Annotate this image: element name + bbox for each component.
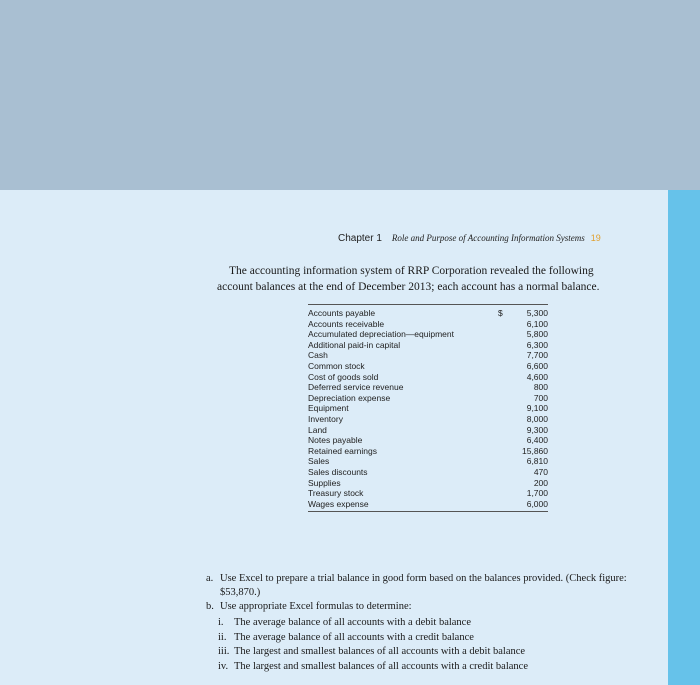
table-row — [308, 456, 548, 467]
table-row — [308, 319, 548, 330]
account-name: Depreciation expense — [308, 392, 391, 403]
item-label: i. — [218, 617, 224, 628]
account-name: Supplies — [308, 477, 341, 488]
account-amount: 200 — [533, 477, 548, 488]
account-amount: 6,400 — [526, 435, 548, 446]
account-name: Retained earnings — [308, 445, 377, 456]
account-name: Equipment — [308, 403, 349, 414]
account-amount: 9,300 — [526, 424, 548, 435]
problem-intro — [217, 263, 637, 295]
table-row — [308, 435, 548, 446]
item-text: The largest and smallest balances of all accounts with a credit balance — [234, 660, 528, 672]
list-item — [206, 660, 646, 675]
account-amount: 6,100 — [526, 318, 548, 329]
account-amount: 5,300 — [526, 308, 548, 318]
background-top-band — [0, 0, 700, 190]
item-text: The average balance of all accounts with a credit balance — [234, 631, 474, 643]
account-name: Common stock — [308, 360, 365, 371]
table-row — [308, 446, 548, 457]
item-label: iii. — [218, 646, 230, 658]
table-row — [308, 382, 548, 393]
question-a — [206, 572, 646, 600]
problem-questions — [206, 572, 646, 674]
table-row — [308, 372, 548, 383]
account-name: Sales — [308, 456, 330, 467]
list-item — [206, 616, 646, 631]
question-text: Use Excel to prepare a trial balance in good form based on the balances provided. (Check figure: $53,870.) — [220, 573, 627, 598]
account-amount: 8,000 — [526, 413, 548, 424]
account-amount: 800 — [533, 382, 548, 393]
table-row — [308, 361, 548, 372]
question-text: Use appropriate Excel formulas to determine: — [220, 601, 412, 612]
table-row — [308, 488, 548, 499]
account-amount: 6,810 — [526, 456, 548, 467]
item-label: iv. — [218, 660, 229, 672]
intro-line-2: account balances at the end of December 2013; each account has a normal balance. — [217, 281, 600, 293]
table-row — [308, 329, 548, 340]
account-amount: 9,100 — [526, 403, 548, 414]
account-amount: 470 — [533, 466, 548, 477]
account-name: Sales discounts — [308, 466, 368, 477]
account-balances-table — [308, 304, 548, 512]
account-name: Inventory — [308, 413, 343, 424]
list-item — [206, 631, 646, 646]
account-amount: 7,700 — [526, 350, 548, 361]
account-amount: 4,600 — [526, 371, 548, 382]
page-edge-bar — [668, 190, 700, 685]
question-label: b. — [206, 601, 214, 612]
chapter-label: Chapter 1 — [338, 233, 382, 244]
currency-symbol: $ — [498, 308, 503, 318]
table-row — [308, 467, 548, 478]
chapter-title: Role and Purpose of Accounting Information Systems — [391, 233, 585, 243]
account-name: Cost of goods sold — [308, 371, 379, 382]
account-amount: 15,860 — [522, 445, 548, 456]
account-name: Accumulated depreciation—equipment — [308, 329, 455, 340]
account-name: Cash — [308, 350, 328, 361]
account-amount: 5,800 — [526, 329, 548, 340]
account-amount: 6,300 — [526, 339, 548, 350]
table-row — [308, 393, 548, 404]
account-name: Deferred service revenue — [308, 382, 404, 393]
account-name: Wages expense — [308, 498, 369, 509]
account-amount: 6,000 — [526, 498, 548, 509]
table-row — [308, 350, 548, 361]
account-amount: 6,600 — [526, 360, 548, 371]
list-item — [206, 645, 646, 660]
item-text: The largest and smallest balances of all accounts with a debit balance — [234, 646, 526, 658]
account-name: Treasury stock — [308, 488, 364, 499]
account-name: Additional paid-in capital — [308, 339, 401, 350]
item-label: ii. — [218, 631, 227, 643]
table-row — [308, 425, 548, 436]
table-row — [308, 403, 548, 414]
account-amount: 1,700 — [526, 488, 548, 499]
account-name: Accounts receivable — [308, 318, 385, 329]
account-amount: 700 — [533, 392, 548, 403]
question-b — [206, 600, 646, 614]
item-text: The average balance of all accounts with a debit balance — [234, 617, 472, 628]
account-name: Notes payable — [308, 435, 363, 446]
page-header — [338, 233, 601, 244]
table-row — [308, 499, 548, 510]
account-name: Land — [308, 424, 327, 435]
table-row — [308, 414, 548, 425]
intro-line-1: The accounting information system of RRP Corporation revealed the following — [229, 265, 594, 277]
table-row — [308, 478, 548, 489]
page-number: 19 — [590, 233, 601, 243]
question-b-items — [206, 616, 646, 674]
question-label: a. — [206, 573, 214, 584]
table-row — [308, 340, 548, 351]
table-row — [308, 308, 548, 319]
account-name: Accounts payable — [308, 308, 376, 318]
